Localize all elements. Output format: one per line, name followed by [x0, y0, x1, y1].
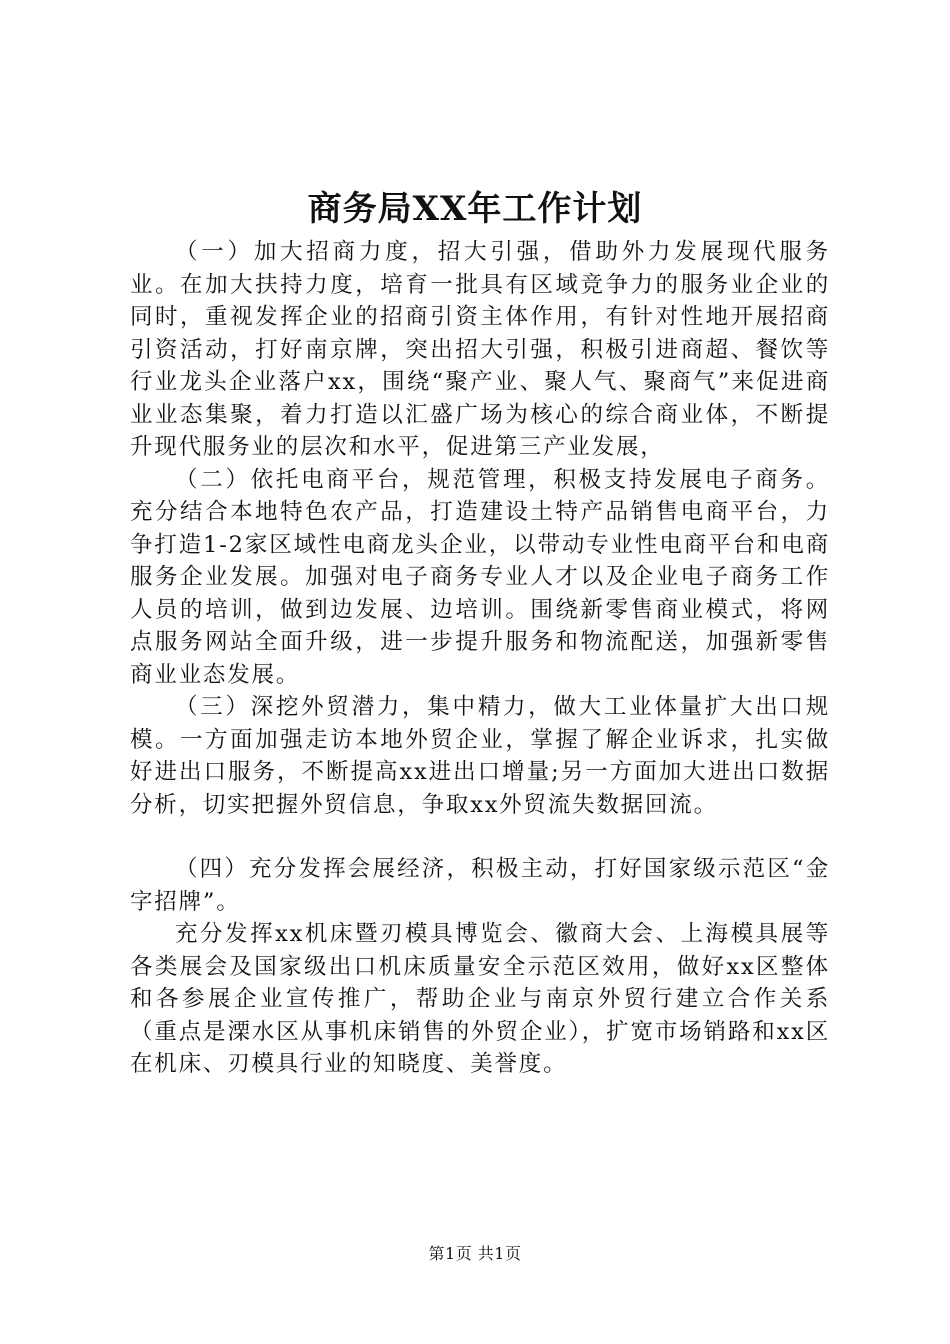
paragraph-section-2: （二）依托电商平台，规范管理，积极支持发展电子商务。充分结合本地特色农产品，打造建设土特产品销售电商平台，力争打造1-2家区域性电商龙头企业，以带动专业性电商平台和电商服务企业发展。加强对电子商务专业人才以及企业电子商务工作人员的培训，做到边发展、边培训。围绕新零售商业模式，将网点服务网站全面升级，进一步提升服务和物流配送，加强新零售商业业态发展。 — [130, 466, 830, 688]
page-footer: 第1页 共1页 — [428, 1244, 522, 1263]
document-body — [130, 236, 830, 1081]
document-title: 商务局XX年工作计划 — [307, 189, 643, 229]
paragraph-section-3: （三）深挖外贸潜力，集中精力，做大工业体量扩大出口规模。一方面加强走访本地外贸企业，掌握了解企业诉求，扎实做好进出口服务，不断提高xx进出口增量;另一方面加大进出口数据分析，切实把握外贸信息，争取xx外贸流失数据回流。 — [130, 694, 830, 818]
paragraph-section-4-heading: （四）充分发挥会展经济，积极主动，打好国家级示范区“金字招牌”。 — [130, 856, 830, 915]
paragraph-section-1: （一）加大招商力度，招大引强，借助外力发展现代服务业。在加大扶持力度，培育一批具有区域竞争力的服务业企业的同时，重视发挥企业的招商引资主体作用，有针对性地开展招商引资活动，打好南京牌，突出招大引强，积极引进商超、餐饮等行业龙头企业落户xx，围绕“聚产业、聚人气、聚商气”来促进商业业态集聚，着力打造以汇盛广场为核心的综合商业体，不断提升现代服务业的层次和水平，促进第三产业发展， — [130, 239, 830, 460]
paragraph-section-4-body: 充分发挥xx机床暨刃模具博览会、徽商大会、上海模具展等各类展会及国家级出口机床质量安全示范区效用，做好xx区整体和各参展企业宣传推广，帮助企业与南京外贸行建立合作关系（重点是溧水区从事机床销售的外贸企业），扩宽市场销路和xx区在机床、刃模具行业的知晓度、美誉度。 — [130, 921, 830, 1077]
